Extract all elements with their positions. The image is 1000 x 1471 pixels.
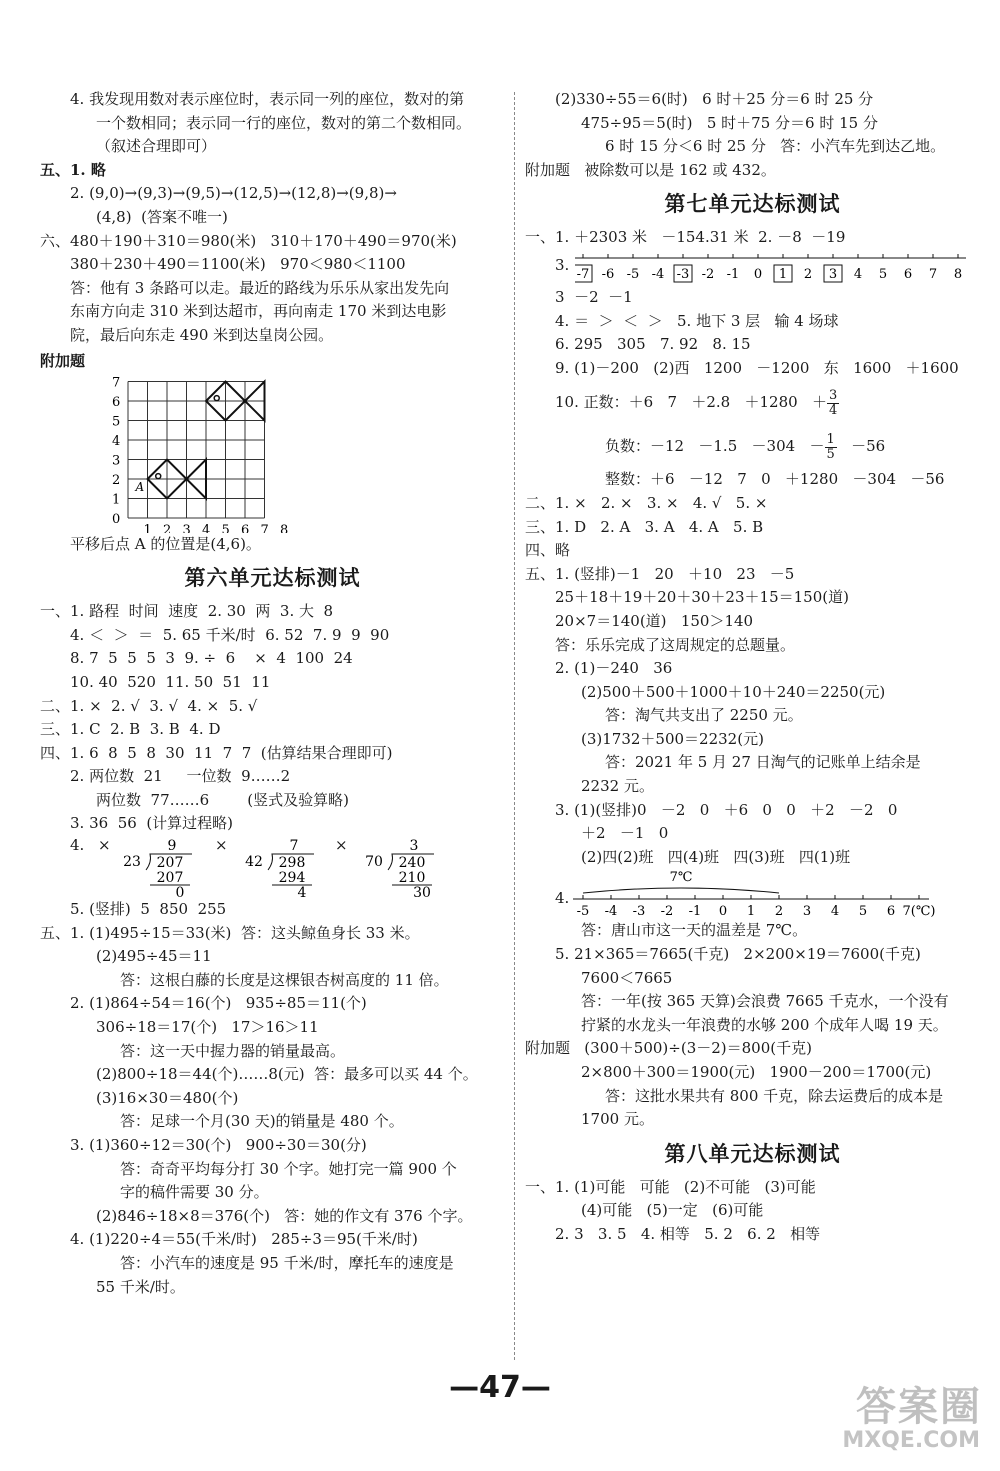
- temp-label: -4: [604, 904, 618, 920]
- text-line: 答：足球一个月(30 天)的销量是 480 个。: [120, 1112, 404, 1131]
- text-line: 附加题 被除数可以是 162 或 432。: [525, 160, 776, 179]
- grid-y-label: 6: [112, 394, 121, 410]
- text-line: 3. 36 56 (计算过程略): [70, 814, 234, 833]
- text-line: 四、1. 6 8 5 8 30 11 7 7 (估算结果合理即可): [40, 743, 393, 762]
- text-line: 一、1. ＋2303 米 －154.31 米 2. －8 －19: [525, 228, 846, 247]
- temp-label: 4: [830, 904, 840, 920]
- fish-translated-eye: [214, 395, 219, 400]
- text-line: (2)500＋500＋1000＋10＋240＝2250(元): [581, 682, 886, 701]
- temp-label: 2: [774, 904, 784, 920]
- grid-x-label: 1: [143, 522, 152, 533]
- division-divisor: 70: [365, 854, 383, 871]
- text-line: 380＋230＋490＝1100(米) 970＜980＜1100: [70, 255, 406, 274]
- division-quotient: 3: [409, 838, 419, 855]
- grid-x-label: 3: [182, 522, 191, 533]
- section-title-7: 第七单元达标测试: [664, 191, 841, 217]
- point-a-label: A: [135, 479, 145, 494]
- q10-negative-text: 负数：－12 －1.5 －304 －: [605, 437, 825, 456]
- division-remainder: 30: [413, 885, 431, 899]
- column-divider: [514, 92, 515, 1360]
- fraction: [827, 389, 839, 418]
- text-line: 三、1. C 2. B 3. B 4. D: [40, 720, 221, 739]
- division-divisor: 23: [123, 854, 141, 871]
- text-line: 两位数 77……6 (竖式及验算略): [96, 790, 350, 809]
- watermark-site: MXQE.COM: [842, 1428, 980, 1453]
- text-line: (2)330÷55＝6(时) 6 时＋25 分＝6 时 25 分: [555, 90, 874, 108]
- number-line-label: -7: [576, 266, 590, 282]
- text-line: 3. (1)360÷12＝30(个) 900÷30＝30(分): [70, 1136, 367, 1154]
- grid-x-label: 2: [163, 522, 172, 533]
- text-line: 306÷18＝17(个) 17＞16＞11: [96, 1018, 319, 1037]
- section-title-8: 第八单元达标测试: [664, 1140, 841, 1166]
- division-product: 294: [278, 870, 306, 887]
- text-line: 7600＜7665: [581, 968, 673, 987]
- text-line: (2)495÷45＝11: [96, 947, 212, 966]
- division-remainder: 0: [175, 885, 185, 899]
- text-line: 答：乐乐完成了这周规定的总题量。: [555, 635, 796, 654]
- division-product: 210: [398, 870, 426, 887]
- text-line: 5. (竖排) 5 850 255: [70, 900, 227, 919]
- section-title-6: 第六单元达标测试: [184, 565, 361, 591]
- text-line: (4,8) (答案不唯一): [96, 207, 228, 226]
- wrong-mark: ×: [98, 836, 111, 855]
- text-line: 25＋18＋19＋20＋30＋23＋15＝150(道): [555, 588, 849, 607]
- text-line: 4. ＜ ＞ ＝ 5. 65 千米/时 6. 52 7. 9 9 90: [70, 625, 390, 644]
- coordinate-grid: [110, 348, 370, 533]
- division-quotient: 7: [289, 838, 299, 855]
- text-line: ＋2 －1 0: [581, 824, 669, 843]
- grid-x-label: 5: [221, 522, 230, 533]
- watermark-logo: 答案圈: [856, 1384, 982, 1430]
- text-line: 9. (1)－200 (2)西 1200 －1200 东 1600 ＋1600: [555, 358, 959, 377]
- temp-span-label: 7℃: [669, 870, 693, 886]
- number-line-question: [525, 250, 980, 286]
- grid-x-label: 4: [202, 522, 211, 533]
- text-line: 答：这根白藤的长度是这棵银杏树高度的 11 倍。: [120, 970, 449, 989]
- text-line: 三、1. D 2. A 3. A 4. A 5. B: [525, 517, 764, 536]
- text-line: 55 千米/时。: [96, 1277, 185, 1296]
- text-line: 答：2021 年 5 月 27 日淘气的记账单上结余是: [605, 753, 921, 772]
- long-division-work: [40, 836, 440, 898]
- division-remainder: 4: [297, 885, 307, 899]
- text-line: 2. (9,0)→(9,3)→(9,5)→(12,5)→(12,8)→(9,8)→: [70, 184, 397, 203]
- number-line-label: 2: [803, 266, 813, 282]
- grid-y-label: 7: [112, 375, 121, 391]
- text-line: 二、1. × 2. √ 3. √ 4. × 5. √: [40, 696, 258, 715]
- number-line-label: 3: [828, 266, 838, 282]
- temp-label: -5: [576, 904, 590, 920]
- page-number: —47—: [449, 1370, 551, 1405]
- wrong-mark: ×: [215, 836, 228, 855]
- long-division-row: [40, 836, 505, 898]
- text-line: 答：小汽车的速度是 95 千米/时，摩托车的速度是: [120, 1253, 454, 1272]
- text-line: 2. 3 3. 5 4. 相等 5. 2 6. 2 相等: [555, 1224, 821, 1243]
- division-product: 207: [156, 870, 184, 887]
- text-line: 4. 我发现用数对表示座位时，表示同一列的座位，数对的第: [70, 90, 465, 108]
- grid-y-label: 2: [112, 472, 121, 488]
- text-line: 答：唐山市这一天的温差是 7℃。: [581, 921, 808, 940]
- text-line: (3)1732＋500＝2232(元): [581, 729, 764, 748]
- text-line: 5. 21×365＝7665(千克) 2×200×19＝7600(千克): [555, 945, 921, 964]
- number-line-label: 7: [928, 266, 938, 282]
- question-number: 4.: [555, 889, 570, 908]
- grid-y-label: 0: [112, 511, 121, 527]
- number-line-label: 4: [853, 266, 863, 282]
- fraction-numerator: 1: [826, 431, 835, 447]
- division-dividend: 298: [278, 855, 306, 872]
- number-line-label: -6: [601, 266, 615, 282]
- q10-negative: [525, 424, 980, 468]
- temp-label: -3: [632, 904, 646, 920]
- temp-label: -2: [660, 904, 674, 920]
- number-line-label: 8: [953, 266, 963, 282]
- division-dividend: 240: [398, 855, 426, 872]
- text-line: 五、1. 略: [40, 160, 106, 179]
- number-line-label: -5: [626, 266, 640, 282]
- coordinate-grid-figure: [40, 348, 505, 533]
- grid-y-label: 1: [112, 492, 121, 508]
- text-line: (2)846÷18×8＝376(个) 答：她的作文有 376 个字。: [96, 1206, 473, 1225]
- number-line-label: 5: [878, 266, 888, 282]
- text-line: 10. 40 520 11. 50 51 11: [70, 672, 271, 691]
- text-line: 8. 7 5 5 5 3 9. ÷ 6 × 4 100 24: [70, 649, 353, 668]
- left-column: [40, 88, 505, 1299]
- temperature-line-question: [525, 869, 980, 919]
- division-dividend: 207: [156, 855, 184, 872]
- fish-original-eye: [156, 473, 161, 478]
- text-line: （叙述合理即可）: [96, 137, 217, 156]
- text-line: 答：这批水果共有 800 千克，除去运费后的成本是: [605, 1086, 944, 1105]
- text-line: (3)16×30＝480(个): [96, 1088, 239, 1107]
- text-line: 4. ＝ ＞ ＜ ＞ 5. 地下 3 层 输 4 场球: [555, 311, 839, 330]
- temp-label: 7(℃): [902, 904, 936, 920]
- grid-y-label: 3: [112, 453, 121, 469]
- text-line: 六、480＋190＋310＝980(米) 310＋170＋490＝970(米): [40, 231, 457, 250]
- text-line: 一、1. (1)可能 可能 (2)不可能 (3)可能: [525, 1177, 816, 1196]
- question-number: 3.: [555, 255, 570, 274]
- fujia-label: 附加题: [40, 351, 86, 370]
- temp-label: 6: [886, 904, 896, 920]
- fraction-numerator: 3: [828, 387, 838, 403]
- text-line: 院，最后向东走 490 米到达皇岗公园。: [70, 325, 334, 344]
- text-line: 2×800＋300＝1900(元) 1900－200＝1700(元): [581, 1063, 932, 1081]
- text-line: 4. (1)220÷4＝55(千米/时) 285÷3＝95(千米/时): [70, 1230, 418, 1249]
- temp-label: 0: [718, 904, 728, 920]
- text-line: 东南方向走 310 米到达超市，再向南走 170 米到达电影: [70, 302, 447, 321]
- text-line: 答：一年(按 365 天算)会浪费 7665 千克水，一个没有: [581, 992, 949, 1011]
- number-line-label: 1: [778, 266, 788, 282]
- text-line: 6 时 15 分＜6 时 25 分 答：小汽车先到达乙地。: [605, 137, 946, 156]
- text-line: 475÷95＝5(时) 5 时＋75 分＝6 时 15 分: [581, 113, 878, 132]
- text-line: (2)800÷18＝44(个)……8(元) 答：最多可以买 44 个。: [96, 1065, 478, 1084]
- division-divisor: 42: [245, 854, 263, 871]
- text-line: 平移后点 A 的位置是(4,6)。: [70, 534, 261, 553]
- text-line: 拧紧的水龙头一年浪费的水够 200 个成年人喝 19 天。: [581, 1015, 948, 1034]
- text-line: 五、1. (竖排)－1 20 ＋10 23 －5: [525, 564, 795, 583]
- text-line: 20×7＝140(道) 150＞140: [555, 611, 754, 630]
- q10-positive-text: 10. 正数：＋6 7 ＋2.8 ＋1280 ＋: [555, 393, 827, 412]
- q10-positive: [525, 380, 980, 424]
- grid-x-label: 6: [241, 522, 250, 533]
- text-line: 2. (1)－240 36: [555, 659, 673, 678]
- wrong-mark: ×: [335, 836, 348, 855]
- text-line: 一个数相同；表示同一行的座位，数对的第二个数相同。: [96, 113, 472, 132]
- text-line: 二、1. × 2. × 3. × 4. √ 5. ×: [525, 493, 768, 512]
- text-line: 2232 元。: [581, 777, 654, 796]
- right-column: [525, 88, 980, 1247]
- text-line: 答：这一天中握力器的销量最高。: [120, 1041, 346, 1060]
- grid-x-label: 8: [280, 522, 289, 533]
- number-line-label: -2: [701, 266, 715, 282]
- fraction-denominator: 4: [828, 402, 838, 418]
- division-quotient: 9: [167, 838, 177, 855]
- text-line: 6. 295 305 7. 92 8. 15: [555, 335, 751, 354]
- temp-span-arc: [583, 888, 779, 893]
- text-line: 整数：＋6 －12 7 0 ＋1280 －304 －56: [605, 470, 945, 489]
- fraction-denominator: 5: [826, 446, 835, 462]
- question-number: 4.: [70, 836, 85, 855]
- number-line-label: -1: [726, 266, 740, 282]
- text-line: 答：他有 3 条路可以走。最近的路线为乐乐从家出发先向: [70, 278, 450, 297]
- text-line: 字的稿件需要 30 分。: [120, 1183, 269, 1202]
- fraction: [825, 433, 837, 462]
- text-line: (2)四(2)班 四(4)班 四(3)班 四(1)班: [581, 847, 851, 866]
- text-line: (4)可能 (5)一定 (6)可能: [581, 1201, 764, 1220]
- q10-negative-tail: －56: [836, 437, 886, 456]
- grid-y-label: 4: [112, 433, 121, 449]
- text-line: 1700 元。: [581, 1110, 654, 1129]
- text-line: 3 －2 －1: [555, 287, 633, 306]
- temp-label: -1: [688, 904, 702, 920]
- text-line: 2. (1)864÷54＝16(个) 935÷85＝11(个): [70, 994, 367, 1013]
- number-line-label: 6: [903, 266, 913, 282]
- text-line: 答：奇奇平均每分打 30 个字。她打完一篇 900 个: [120, 1159, 457, 1178]
- text-line: 一、1. 路程 时间 速度 2. 30 两 3. 大 8: [40, 602, 334, 621]
- temp-label: 1: [746, 904, 756, 920]
- text-line: 答：淘气共支出了 2250 元。: [605, 706, 803, 725]
- number-line: [575, 250, 995, 286]
- text-line: 五、1. (1)495÷15＝33(米) 答：这头鲸鱼身长 33 米。: [40, 923, 420, 942]
- text-line: 3. (1)(竖排)0 －2 0 ＋6 0 0 ＋2 －2 0: [555, 800, 898, 819]
- text-line: 四、略: [525, 541, 571, 560]
- number-line-label: -4: [651, 266, 665, 282]
- grid-y-label: 5: [112, 414, 121, 430]
- temp-label: 3: [802, 904, 812, 920]
- number-line-label: 0: [753, 266, 763, 282]
- text-line: 2. 两位数 21 一位数 9……2: [70, 767, 291, 786]
- text-line: 附加题 (300＋500)÷(3－2)＝800(千克): [525, 1039, 812, 1058]
- number-line-label: -3: [676, 266, 690, 282]
- temp-label: 5: [858, 904, 868, 920]
- temperature-number-line: [573, 869, 983, 919]
- grid-x-label: 7: [260, 522, 269, 533]
